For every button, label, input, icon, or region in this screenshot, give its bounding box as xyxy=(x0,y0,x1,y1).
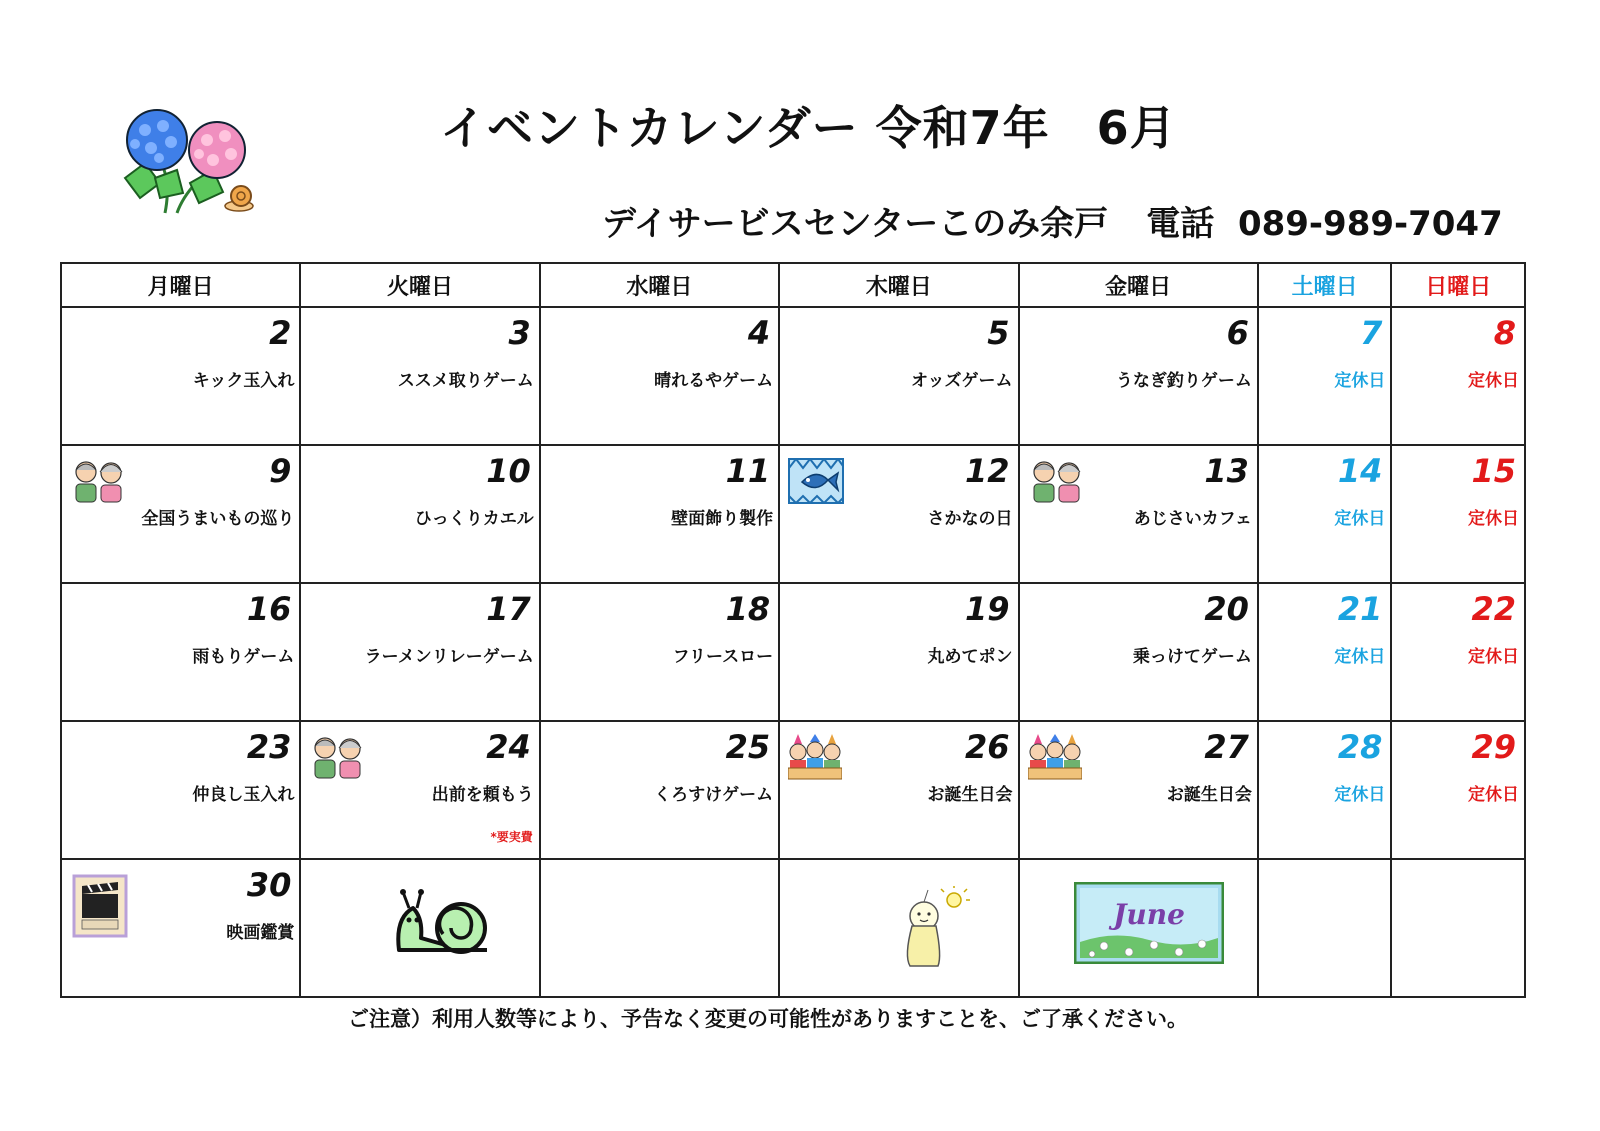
closed-label: 定休日 xyxy=(1334,647,1386,667)
day-cell xyxy=(61,859,300,997)
event-label: お誕生日会 xyxy=(1166,785,1252,805)
movie-clapperboard-icon xyxy=(70,872,130,940)
day-cell xyxy=(1019,307,1258,445)
day-cell xyxy=(540,721,779,859)
day-cell xyxy=(61,445,300,583)
elderly-couple-icon xyxy=(70,458,128,504)
day-cell xyxy=(300,307,539,445)
day-cell xyxy=(61,307,300,445)
event-label: フリースロー xyxy=(672,647,774,667)
day-cell xyxy=(779,583,1018,721)
day-number: 14 xyxy=(1337,452,1383,490)
teru-teru-bozu-icon xyxy=(898,886,970,970)
day-number: 11 xyxy=(725,452,771,490)
day-number: 20 xyxy=(1204,590,1249,628)
event-calendar xyxy=(60,262,1526,998)
day-cell-saturday xyxy=(1258,445,1392,583)
day-number: 2 xyxy=(269,314,292,352)
closed-label: 定休日 xyxy=(1334,371,1386,391)
birthday-party-icon xyxy=(788,734,842,780)
day-cell xyxy=(779,307,1018,445)
day-cell xyxy=(540,307,779,445)
facility-info xyxy=(602,196,1503,245)
day-cell xyxy=(61,583,300,721)
weekday-header-sunday: 日曜日 xyxy=(1391,263,1525,307)
day-number: 15 xyxy=(1471,452,1516,490)
weekday-header-row xyxy=(61,263,1525,307)
page-title: イベントカレンダー 令和7年 6月 xyxy=(440,101,1177,155)
day-cell xyxy=(300,445,539,583)
day-number: 6 xyxy=(1226,314,1249,352)
day-number: 17 xyxy=(486,590,531,628)
day-cell-sunday xyxy=(1391,445,1525,583)
weekday-header: 木曜日 xyxy=(779,263,1018,307)
day-number: 5 xyxy=(987,314,1010,352)
cost-note: *要実費 xyxy=(490,830,533,844)
day-number: 10 xyxy=(486,452,531,490)
week-row xyxy=(61,307,1525,445)
day-cell-saturday xyxy=(1258,307,1392,445)
event-label: 雨もりゲーム xyxy=(192,647,295,667)
day-cell xyxy=(300,721,539,859)
day-number: 7 xyxy=(1360,314,1383,352)
day-cell-saturday xyxy=(1258,583,1392,721)
day-number: 16 xyxy=(246,590,292,628)
day-number: 13 xyxy=(1204,452,1249,490)
closed-label: 定休日 xyxy=(1468,509,1519,529)
event-label: キック玉入れ xyxy=(192,371,295,391)
day-cell xyxy=(779,721,1018,859)
phone-label: 電話 xyxy=(1146,204,1215,244)
birthday-party-icon xyxy=(1028,734,1082,780)
day-number: 28 xyxy=(1337,728,1383,766)
day-cell xyxy=(1258,859,1392,997)
day-number: 22 xyxy=(1471,590,1516,628)
elderly-couple-icon xyxy=(309,734,367,780)
day-number: 19 xyxy=(964,590,1010,628)
day-number: 24 xyxy=(486,728,531,766)
facility-name: デイサービスセンターこのみ余戸 xyxy=(602,204,1109,244)
event-label: 出前を頼もう xyxy=(431,785,534,805)
day-cell-sunday xyxy=(1391,583,1525,721)
phone-number: 089-989-7047 xyxy=(1237,204,1503,244)
weekday-header: 金曜日 xyxy=(1019,263,1258,307)
event-label: ラーメンリレーゲーム xyxy=(364,647,534,667)
day-number: 21 xyxy=(1337,590,1383,628)
weekday-header: 月曜日 xyxy=(61,263,300,307)
day-cell-sunday xyxy=(1391,307,1525,445)
day-cell xyxy=(1019,445,1258,583)
day-number: 9 xyxy=(269,452,292,490)
footer-notice: ご注意）利用人数等により、予告なく変更の可能性がありますことを、ご了承ください。 xyxy=(348,1007,1188,1031)
event-label: 仲良し玉入れ xyxy=(192,785,295,805)
day-cell xyxy=(540,583,779,721)
closed-label: 定休日 xyxy=(1468,371,1519,391)
day-cell xyxy=(540,859,779,997)
event-label: くろすけゲーム xyxy=(654,785,774,805)
fish-icon xyxy=(788,458,844,504)
day-number: 26 xyxy=(964,728,1010,766)
day-number: 29 xyxy=(1471,728,1516,766)
day-cell xyxy=(1391,859,1525,997)
event-label: 全国うまいもの巡り xyxy=(141,509,295,529)
event-label: うなぎ釣りゲーム xyxy=(1115,371,1252,391)
closed-label: 定休日 xyxy=(1334,785,1386,805)
day-cell xyxy=(779,859,1018,997)
week-row xyxy=(61,859,1525,997)
day-cell xyxy=(61,721,300,859)
week-row xyxy=(61,583,1525,721)
event-label: 晴れるやゲーム xyxy=(654,371,774,391)
event-label: あじさいカフェ xyxy=(1133,509,1252,529)
day-cell xyxy=(300,583,539,721)
day-cell-saturday xyxy=(1258,721,1392,859)
event-label: さかなの日 xyxy=(927,509,1013,529)
june-card xyxy=(1074,882,1224,964)
day-cell-sunday xyxy=(1391,721,1525,859)
event-label: オッズゲーム xyxy=(911,371,1013,391)
closed-label: 定休日 xyxy=(1334,509,1386,529)
day-cell xyxy=(300,859,539,997)
closed-label: 定休日 xyxy=(1468,647,1519,667)
day-number: 23 xyxy=(246,728,292,766)
weekday-header: 水曜日 xyxy=(540,263,779,307)
day-cell xyxy=(540,445,779,583)
event-label: ひっくりカエル xyxy=(414,509,534,529)
hydrangea-illustration xyxy=(115,108,265,220)
elderly-couple-icon xyxy=(1028,458,1086,504)
event-label: ススメ取りゲーム xyxy=(397,371,534,391)
day-number: 12 xyxy=(964,452,1010,490)
event-label: 壁面飾り製作 xyxy=(671,509,774,529)
day-number: 3 xyxy=(508,314,531,352)
day-number: 18 xyxy=(725,590,771,628)
weekday-header: 火曜日 xyxy=(300,263,539,307)
day-cell xyxy=(1019,859,1258,997)
day-cell xyxy=(1019,583,1258,721)
snail-illustration xyxy=(393,888,493,958)
event-label: 映画鑑賞 xyxy=(226,923,295,943)
week-row xyxy=(61,721,1525,859)
event-label: 丸めてポン xyxy=(927,647,1013,667)
day-number: 27 xyxy=(1204,728,1249,766)
day-cell xyxy=(779,445,1018,583)
june-card-text: June xyxy=(1112,898,1185,931)
day-number: 8 xyxy=(1493,314,1516,352)
day-number: 25 xyxy=(725,728,771,766)
week-row xyxy=(61,445,1525,583)
event-label: 乗っけてゲーム xyxy=(1132,647,1252,667)
day-cell xyxy=(1019,721,1258,859)
day-number: 4 xyxy=(747,314,771,352)
closed-label: 定休日 xyxy=(1468,785,1519,805)
day-number: 30 xyxy=(246,866,292,904)
weekday-header-saturday: 土曜日 xyxy=(1258,263,1392,307)
event-label: お誕生日会 xyxy=(927,785,1013,805)
